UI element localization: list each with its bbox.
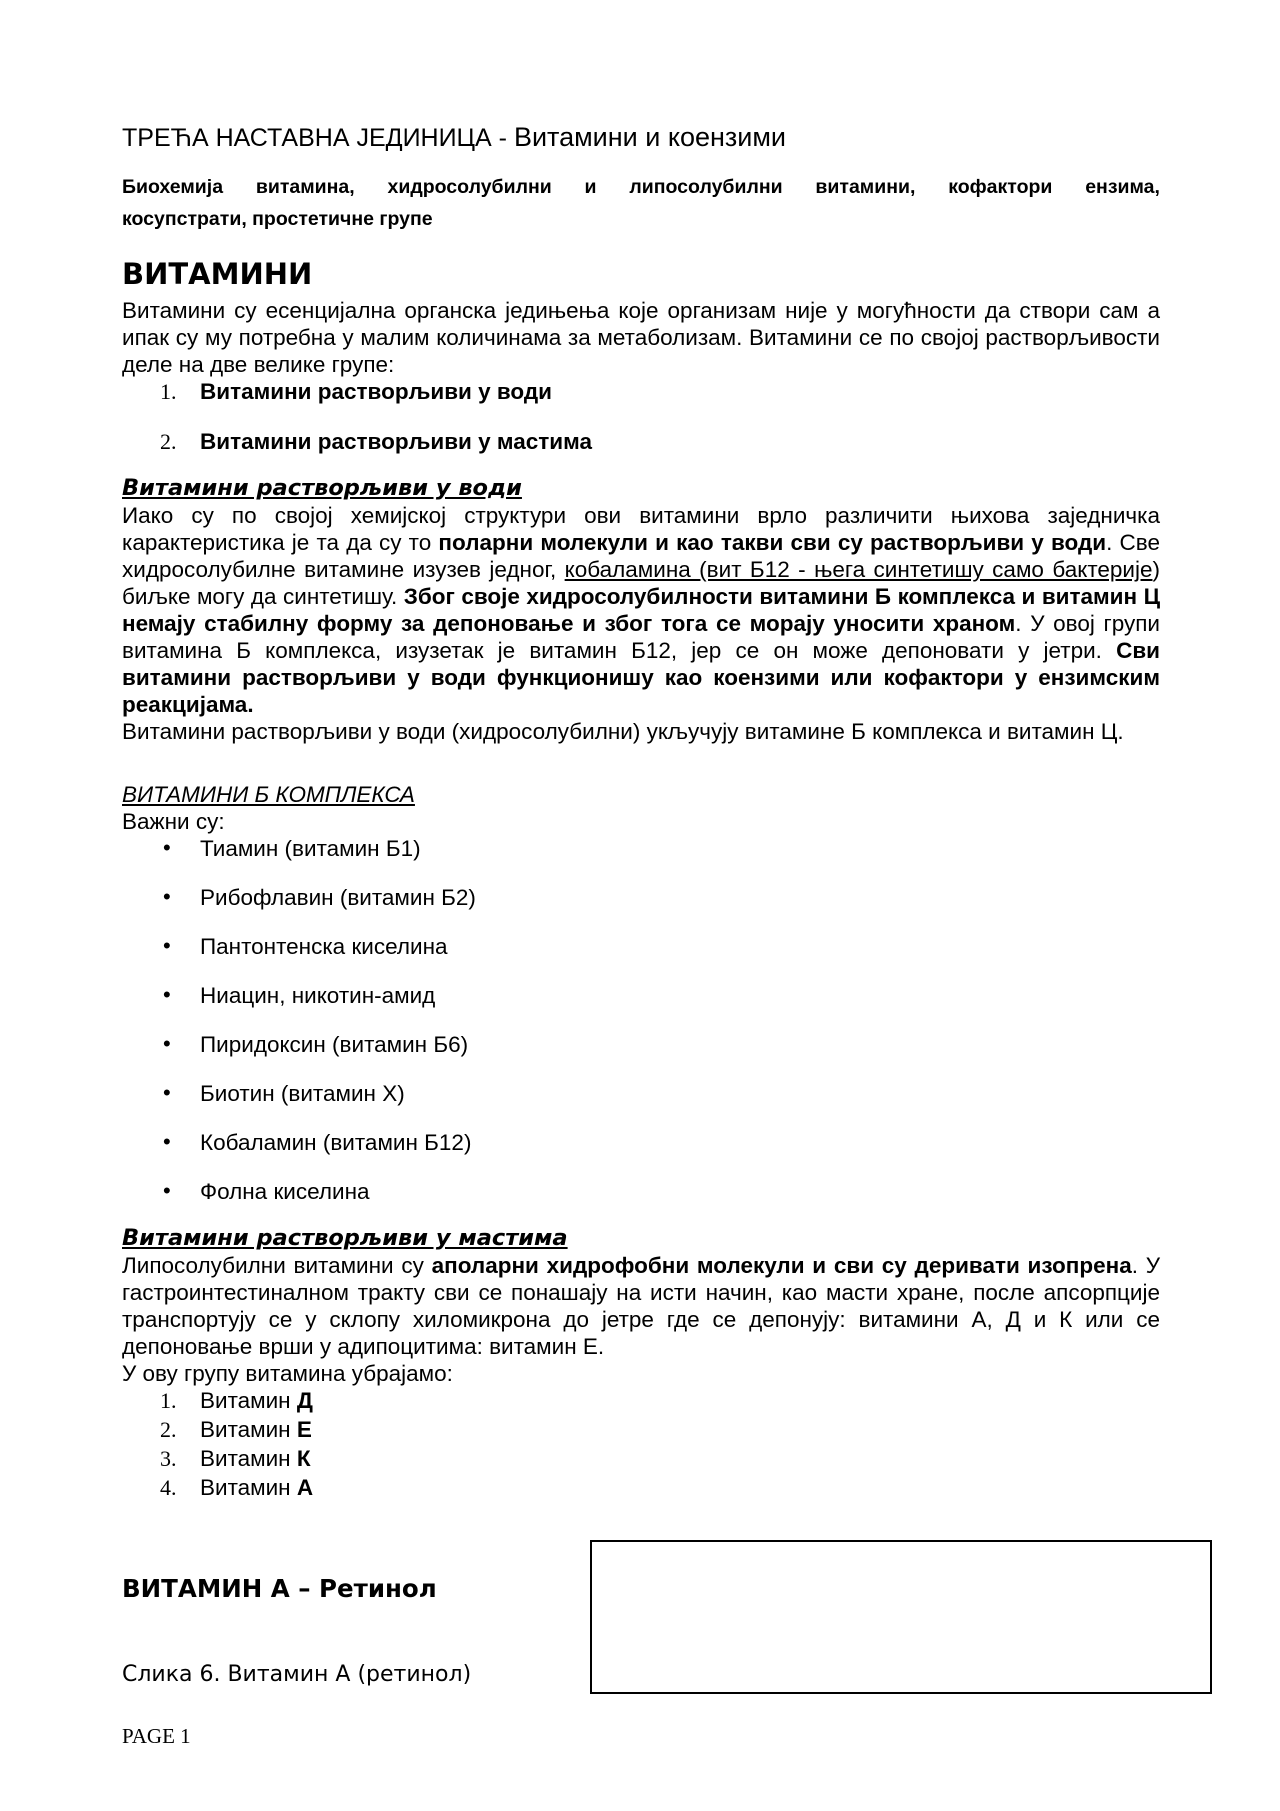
text-run: ) биљке могу да синтетишу. bbox=[122, 557, 1160, 609]
subtitle-word: витамини, bbox=[815, 176, 916, 198]
vitamins-intro-paragraph: Витамини су есенцијална органска једињења које организам није у могућности да створи сам а ипак су му потребна у малим количинама за метаболизам. Витамини се по својој растворљивости деле на две велике групе: bbox=[122, 298, 1160, 377]
bullet-icon: • bbox=[163, 1031, 171, 1056]
list-item-label: Витамин bbox=[200, 1388, 297, 1413]
bullet-icon: • bbox=[163, 835, 171, 860]
list-item bbox=[122, 835, 1160, 862]
subtitle-line-1 bbox=[122, 171, 1160, 203]
list-item-label: Пантонтенска киселина bbox=[200, 934, 448, 959]
list-item-label: Рибофлавин (витамин Б2) bbox=[200, 885, 476, 910]
list-number: 2. bbox=[160, 1417, 177, 1442]
fat-soluble-heading: Витамини растворљиви у мастима bbox=[122, 1225, 568, 1251]
figure-caption: Слика 6. Витамин А (ретинол) bbox=[122, 1662, 472, 1687]
title-part-1: ТРЕЋА НАСТАВНА ЈЕДИНИЦА - bbox=[122, 124, 514, 152]
list-number: 2. bbox=[160, 429, 177, 454]
subtitle-line-2: косупстрати, простетичне групе bbox=[122, 208, 433, 230]
list-item bbox=[122, 1416, 1160, 1443]
list-item bbox=[122, 428, 1160, 455]
list-item bbox=[122, 1445, 1160, 1472]
list-item bbox=[122, 884, 1160, 911]
section-heading-vitamins: ВИТАМИНИ bbox=[122, 257, 313, 291]
list-item-label: Кобаламин (витамин Б12) bbox=[200, 1130, 472, 1155]
underlined-run: кобаламина (вит Б12 - њега синтетишу само бактерије bbox=[564, 557, 1153, 582]
b-complex-list bbox=[122, 835, 1160, 1205]
list-item-label: Пиридоксин (витамин Б6) bbox=[200, 1032, 469, 1057]
text-run: . У овој групи витамина Б комплекса, изузетак је витамин Б12, јер се он може депоновати у јетри. bbox=[122, 611, 1160, 663]
list-number: 3. bbox=[160, 1446, 177, 1471]
vitamin-letter: К bbox=[296, 1446, 311, 1471]
subtitle-word: хидросолубилни bbox=[387, 176, 552, 198]
subtitle-word: липосолубилни bbox=[629, 176, 783, 198]
list-item-label: Тиамин (витамин Б1) bbox=[200, 836, 421, 861]
list-item-label: Биотин (витамин Х) bbox=[200, 1081, 405, 1106]
water-soluble-paragraph bbox=[122, 502, 1160, 718]
bold-run: аполарни хидрофобни молекули и сви су деривати изопрена bbox=[431, 1253, 1132, 1278]
document-title bbox=[122, 122, 1160, 153]
subtitle-word: кофактори bbox=[948, 176, 1053, 198]
b-complex-heading: ВИТАМИНИ Б КОМПЛЕКСА bbox=[122, 782, 415, 807]
bullet-icon: • bbox=[163, 933, 171, 958]
list-item bbox=[122, 1080, 1160, 1107]
text-run: Иако су по својој хемијској структури ови витамини врло различити њихова заједничка карактеристика је та да су то bbox=[122, 503, 1160, 555]
list-number: 4. bbox=[160, 1475, 177, 1500]
vitamin-a-heading: ВИТАМИН А – Ретинол bbox=[122, 1574, 437, 1603]
list-item bbox=[122, 1178, 1160, 1205]
vitamin-groups-list bbox=[122, 378, 1160, 455]
fat-soluble-list bbox=[122, 1387, 1160, 1501]
b-complex-intro: Важни су: bbox=[122, 809, 225, 834]
bullet-icon: • bbox=[163, 1080, 171, 1105]
list-item-label: Витамини растворљиви у води bbox=[200, 379, 552, 404]
bold-run: Због своје хидросолубилности витамини Б комплекса и витамин Ц немају стабилну форму за депоновање и због тога се морају уносити храном bbox=[122, 584, 1161, 636]
subtitle-word: ензима, bbox=[1085, 176, 1160, 198]
subtitle-word: витамина, bbox=[255, 176, 355, 198]
subtitle-word: Биохемија bbox=[122, 176, 224, 198]
text-run: . Све хидросолубилне витамине изузев једног, bbox=[122, 530, 1160, 582]
list-item bbox=[122, 1129, 1160, 1156]
list-item bbox=[122, 1474, 1160, 1501]
subtitle-word: и bbox=[584, 176, 597, 198]
bullet-icon: • bbox=[163, 1129, 171, 1154]
list-number: 1. bbox=[160, 379, 177, 404]
fat-soluble-paragraph bbox=[122, 1252, 1160, 1360]
list-item-label: Витамин bbox=[200, 1446, 297, 1471]
vitamin-letter: Е bbox=[296, 1417, 312, 1442]
document-subtitle bbox=[122, 171, 1160, 235]
list-item bbox=[122, 982, 1160, 1009]
vitamin-letter: Д bbox=[296, 1388, 313, 1413]
title-part-2: Витамини и коензими bbox=[513, 122, 787, 152]
water-soluble-paragraph-2: Витамини растворљиви у води (хидросолубилни) укључују витамине Б комплекса и витамин Ц. bbox=[122, 719, 1124, 744]
list-item-label: Фолна киселина bbox=[200, 1179, 370, 1204]
list-number: 1. bbox=[160, 1388, 177, 1413]
fat-soluble-paragraph-2: У ову групу витамина убрајамо: bbox=[122, 1361, 453, 1386]
list-item bbox=[122, 1031, 1160, 1058]
list-item-label: Ниацин, никотин-амид bbox=[200, 983, 436, 1008]
document-body bbox=[122, 118, 1160, 1503]
bold-run: поларни молекули и као такви сви су растворљиви у води bbox=[438, 530, 1107, 555]
list-item bbox=[122, 933, 1160, 960]
bullet-icon: • bbox=[163, 982, 171, 1007]
text-run: Липосолубилни витамини су bbox=[122, 1253, 432, 1278]
list-item bbox=[122, 378, 1160, 405]
vitamin-letter: А bbox=[296, 1475, 314, 1500]
list-item-label: Витамин bbox=[200, 1475, 297, 1500]
page-footer: PAGE 1 bbox=[122, 1724, 191, 1748]
text-run: . У гастроинтестиналном тракту сви се понашају на исти начин, као масти хране, после апсорпције транспортују се у склопу хиломикрона до јетре где се депонују: витамини А, Д и К или се депоновање врши у адипоцитима: витамин Е. bbox=[122, 1253, 1161, 1359]
bold-run: Сви витамини растворљиви у води функционишу као коензими или кофактори у ензимским реакцијама. bbox=[122, 638, 1160, 717]
bullet-icon: • bbox=[163, 1178, 171, 1203]
list-item bbox=[122, 1387, 1160, 1414]
figure-placeholder-box bbox=[590, 1540, 1212, 1694]
list-item-label: Витамини растворљиви у мастима bbox=[200, 429, 592, 454]
list-item-label: Витамин bbox=[200, 1417, 297, 1442]
water-soluble-heading: Витамини растворљиви у води bbox=[122, 475, 522, 501]
bullet-icon: • bbox=[163, 884, 171, 909]
